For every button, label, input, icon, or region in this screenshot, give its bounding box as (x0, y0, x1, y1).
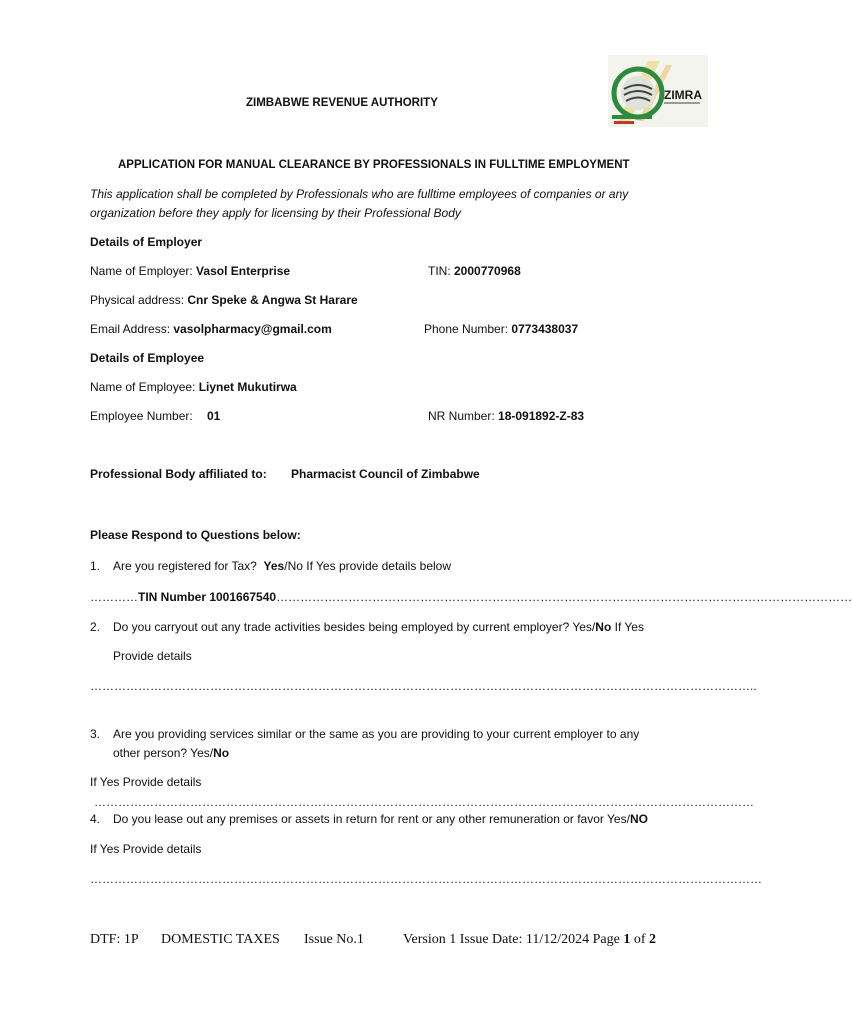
employer-address-row (90, 293, 358, 307)
professional-body-value: Pharmacist Council of Zimbabwe (291, 467, 480, 481)
footer-page-current: 1 (623, 932, 631, 947)
question-2-dotted-line: ………………………………………………………………………………………………………………………………………………….. (90, 679, 757, 693)
footer-page-total: 2 (649, 932, 657, 947)
answer-1-dots-trail: ……………………………………………………………………………………………………………………………… (276, 590, 852, 604)
question-1-answer-line (90, 590, 852, 604)
question-3-text: other person? Yes/ (113, 746, 214, 760)
question-4-details-label: If Yes Provide details (90, 842, 202, 856)
question-4-no: NO (629, 812, 648, 826)
employer-name-value: Vasol Enterprise (196, 264, 291, 278)
question-2-number: 2. (90, 620, 101, 634)
application-title: APPLICATION FOR MANUAL CLEARANCE BY PROFESSIONALS IN FULLTIME EMPLOYMENT (118, 159, 630, 171)
question-2-text: Do you carryout out any trade activities besides being employed by current employer? Yes/ (113, 620, 596, 634)
question-1-number: 1. (90, 559, 101, 573)
question-2-no: No (595, 620, 612, 634)
question-1-text: Are you registered for Tax? (113, 559, 257, 573)
employee-number-label: Employee Number: (90, 409, 193, 423)
employee-name-value: Liynet Mukutirwa (198, 380, 297, 394)
intro-line-1: This application shall be completed by Professionals who are fulltime employees of companies or any (90, 187, 629, 201)
employer-tin-row (428, 264, 521, 278)
employer-phone-label: Phone Number: (424, 322, 512, 336)
employee-nr-label: NR Number: (428, 409, 499, 423)
answer-1-text: TIN Number 1001667540 (138, 590, 277, 604)
logo-text: ZIMRA (664, 88, 702, 102)
question-3-line-2 (113, 746, 229, 760)
employee-name-row (90, 380, 297, 394)
employer-address-value: Cnr Speke & Angwa St Harare (187, 293, 358, 307)
employer-phone-row (424, 322, 578, 336)
question-4-dotted-line: …………………………………………………………………………………………………………………………………………………… (90, 872, 762, 886)
employee-nr-value: 18-091892-Z-83 (498, 409, 585, 423)
employer-email-row (90, 322, 332, 336)
footer-form-code: DTF: 1P (90, 932, 139, 947)
employee-nr-row (428, 409, 584, 423)
footer-version (403, 932, 656, 948)
footer-page-of: of (630, 932, 650, 947)
question-1-yes: Yes (263, 559, 285, 573)
questions-heading: Please Respond to Questions below: (90, 528, 301, 542)
question-3-dotted-line: ………………………………………………………………………………………………………………………………………………… (94, 795, 754, 809)
question-1-rest: /No If Yes provide details below (284, 559, 452, 573)
employee-section-heading: Details of Employee (90, 351, 205, 365)
employer-email-label: Email Address: (90, 322, 174, 336)
question-3-line-1: Are you providing services similar or the same as you are providing to your current employer to any (113, 727, 640, 741)
question-4-text: Do you lease out any premises or assets in return for rent or any other remuneration or favor Yes/ (113, 812, 630, 826)
question-2-rest: If Yes (611, 620, 644, 634)
question-1 (113, 559, 451, 573)
zimra-logo (608, 55, 708, 127)
zimra-logo-icon (608, 55, 708, 127)
answer-1-dots-lead: ………… (90, 590, 138, 604)
professional-body-label: Professional Body affiliated to: (90, 467, 267, 481)
intro-line-2: organization before they apply for licensing by their Professional Body (90, 206, 461, 220)
employer-name-row (90, 264, 290, 278)
employer-tin-label: TIN: (428, 264, 454, 278)
employer-phone-value: 0773438037 (511, 322, 579, 336)
authority-name: ZIMBABWE REVENUE AUTHORITY (246, 97, 438, 109)
question-2 (113, 620, 644, 634)
question-3-no: No (213, 746, 230, 760)
employee-name-label: Name of Employee: (90, 380, 199, 394)
footer-version-text: Version 1 Issue Date: 11/12/2024 Page (403, 932, 624, 947)
employer-tin-value: 2000770968 (454, 264, 521, 278)
employer-section-heading: Details of Employer (90, 235, 203, 249)
employer-email-value: vasolpharmacy@gmail.com (173, 322, 332, 336)
footer-department: DOMESTIC TAXES (161, 932, 280, 947)
question-4-number: 4. (90, 812, 101, 826)
employer-address-label: Physical address: (90, 293, 188, 307)
employer-name-label: Name of Employer: (90, 264, 197, 278)
employee-number-value: 01 (207, 409, 221, 423)
question-2-line-2: Provide details (113, 649, 192, 663)
footer-issue: Issue No.1 (304, 932, 364, 947)
question-3-number: 3. (90, 727, 101, 741)
question-3-details-label: If Yes Provide details (90, 775, 202, 789)
question-4 (113, 812, 648, 826)
